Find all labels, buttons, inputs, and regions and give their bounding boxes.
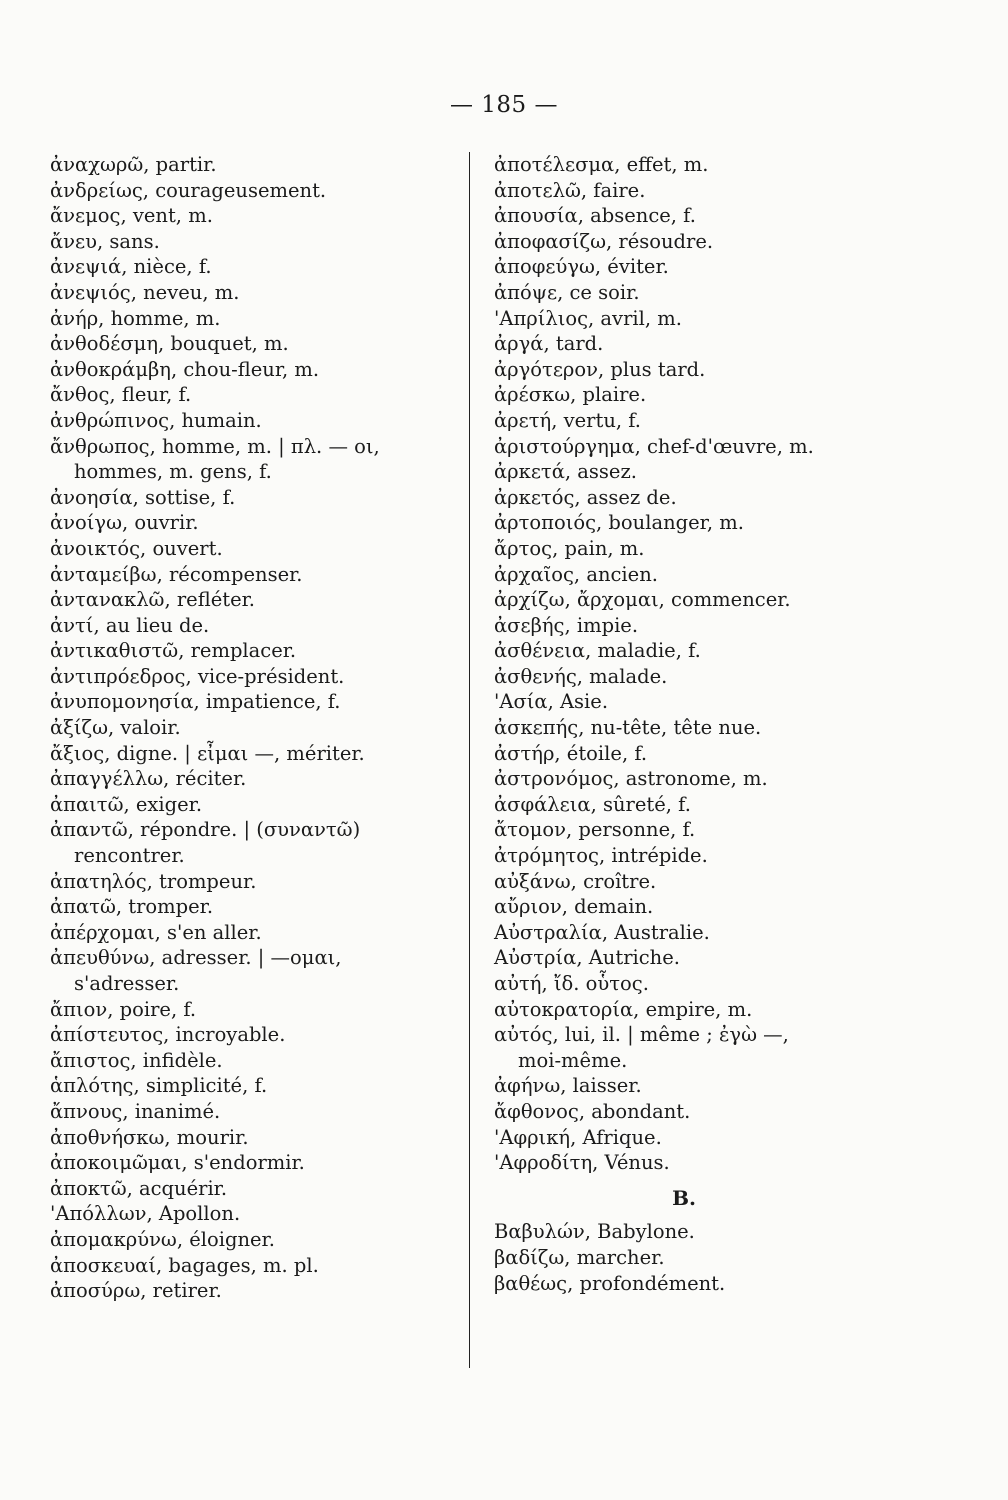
- dictionary-entry: ἀσκεπής, nu-tête, tête nue.: [494, 716, 762, 740]
- dictionary-entry: ἀνοησία, sottise, f.: [50, 485, 236, 509]
- column-divider: [469, 152, 470, 1368]
- dictionary-entry: αὔριον, demain.: [494, 895, 654, 919]
- dictionary-entry: ἄνθρωπος, homme, m. | πλ. — οι,: [50, 434, 380, 458]
- dictionary-entry: ἄνεμος, vent, m.: [50, 204, 213, 228]
- dictionary-entry: ἀποκτῶ, acquérir.: [50, 1176, 228, 1200]
- dictionary-entry: ἀνθοκράμβη, chou-fleur, m.: [50, 357, 320, 381]
- dictionary-entry: ἁπλότης, simplicité, f.: [50, 1074, 268, 1098]
- dictionary-entry: ἀπατηλός, trompeur.: [50, 869, 257, 893]
- dictionary-entry: ἀνθρώπινος, humain.: [50, 408, 262, 432]
- dictionary-entry: ἀπίστευτος, incroyable.: [50, 1023, 286, 1047]
- dictionary-entry: ἀπαγγέλλω, réciter.: [50, 767, 247, 791]
- dictionary-entry: 'Αφρική, Afrique.: [494, 1125, 662, 1149]
- dictionary-entry: 'Απόλλων, Apollon.: [50, 1202, 241, 1226]
- left-column: [50, 152, 462, 1304]
- dictionary-entry: ἄνθος, fleur, f.: [50, 383, 192, 407]
- dictionary-entry: ἀνυπομονησία, impatience, f.: [50, 690, 341, 714]
- dictionary-entry: Αὐστρία, Autriche.: [494, 946, 680, 970]
- dictionary-entry: ἀνταμείβω, récompenser.: [50, 562, 303, 586]
- dictionary-entry: ἀρχαῖος, ancien.: [494, 562, 658, 586]
- dictionary-entry: ἀπευθύνω, adresser. | —ομαι,: [50, 946, 342, 970]
- dictionary-entry: ἀσθένεια, maladie, f.: [494, 639, 701, 663]
- dictionary-entry: αὐτή, ἴδ. οὗτος.: [494, 972, 649, 995]
- dictionary-entry: ἄνευ, sans.: [50, 229, 160, 253]
- dictionary-entry: ἄπνους, inanimé.: [50, 1099, 221, 1123]
- dictionary-entry: ἀπαιτῶ, exiger.: [50, 792, 203, 816]
- dictionary-entry: ἀνθοδέσμη, bouquet, m.: [50, 332, 289, 356]
- dictionary-entry: ἀντιπρόεδρος, vice-président.: [50, 664, 345, 688]
- dictionary-entry: αὐξάνω, croître.: [494, 869, 657, 893]
- dictionary-entry: ἀξίζω, valoir.: [50, 716, 181, 740]
- dictionary-entry: ἀνεψιά, nièce, f.: [50, 255, 212, 279]
- dictionary-entry: ἄπιον, poire, f.: [50, 997, 197, 1021]
- dictionary-entry: ἀποσύρω, retirer.: [50, 1279, 222, 1303]
- dictionary-entry: ἄφθονος, abondant.: [494, 1099, 691, 1123]
- dictionary-entry: ἄρτος, pain, m.: [494, 536, 645, 560]
- dictionary-entry: ἀποκοιμῶμαι, s'endormir.: [50, 1151, 305, 1175]
- dictionary-entry: ἀφήνω, laisser.: [494, 1074, 642, 1098]
- dictionary-entry: 'Απρίλιος, avril, m.: [494, 306, 682, 330]
- dictionary-entry: βαδίζω, marcher.: [494, 1245, 665, 1269]
- dictionary-entry: ἄτομον, personne, f.: [494, 818, 696, 842]
- dictionary-entry: ἀντικαθιστῶ, remplacer.: [50, 639, 297, 663]
- dictionary-entry: ἀρκετά, assez.: [494, 460, 637, 484]
- dictionary-entry: ἀπουσία, absence, f.: [494, 204, 696, 228]
- right-column: [494, 152, 874, 1296]
- dictionary-entry: ἀπέρχομαι, s'en aller.: [50, 920, 262, 944]
- dictionary-entry: ἀργότερον, plus tard.: [494, 357, 706, 381]
- dictionary-entry: ἀστρονόμος, astronome, m.: [494, 767, 768, 791]
- dictionary-entry-continuation: rencontrer.: [74, 844, 185, 868]
- dictionary-entry: ἀποσκευαί, bagages, m. pl.: [50, 1253, 319, 1277]
- dictionary-entry: ἀπαντῶ, répondre. | (συναντῶ): [50, 818, 361, 842]
- dictionary-entry: ἀτρόμητος, intrépide.: [494, 844, 708, 868]
- dictionary-entry: ἀποφεύγω, éviter.: [494, 255, 669, 279]
- dictionary-entry: ἀνδρείως, courageusement.: [50, 178, 327, 202]
- dictionary-entry: ἀσφάλεια, sûreté, f.: [494, 792, 691, 816]
- dictionary-entry: 'Ασία, Asie.: [494, 690, 609, 714]
- dictionary-entry: ἀνήρ, homme, m.: [50, 306, 221, 330]
- dictionary-entry: Αὐστραλία, Australie.: [494, 920, 710, 944]
- dictionary-entry: ἀποθνήσκω, mourir.: [50, 1125, 249, 1149]
- dictionary-entry: αὐτός, lui, il. | même ; ἐγὼ —,: [494, 1023, 789, 1047]
- dictionary-entry: ἀσεβής, impie.: [494, 613, 639, 637]
- dictionary-entry-continuation: s'adresser.: [74, 972, 180, 995]
- dictionary-entry: ἀντανακλῶ, refléter.: [50, 588, 256, 612]
- dictionary-entry: ἀρκετός, assez de.: [494, 485, 677, 509]
- dictionary-entry: ἀστήρ, étoile, f.: [494, 741, 648, 765]
- dictionary-entry: ἀπόψε, ce soir.: [494, 280, 640, 304]
- dictionary-entry: ἀργά, tard.: [494, 332, 604, 356]
- dictionary-entry: αὐτοκρατορία, empire, m.: [494, 997, 753, 1021]
- dictionary-entry: ἀπατῶ, tromper.: [50, 895, 214, 919]
- dictionary-entry: ἀρέσκω, plaire.: [494, 383, 647, 407]
- dictionary-entry: Βαβυλών, Babylone.: [494, 1220, 695, 1244]
- letter-section-heading: B.: [672, 1185, 696, 1210]
- dictionary-entry: ἀσθενής, malade.: [494, 664, 668, 688]
- dictionary-entry: ἀνεψιός, neveu, m.: [50, 280, 240, 304]
- dictionary-entry: ἀποτέλεσμα, effet, m.: [494, 153, 709, 176]
- dictionary-entry: ἀνοικτός, ouvert.: [50, 536, 223, 560]
- dictionary-entry: ἀνοίγω, ouvrir.: [50, 511, 199, 535]
- dictionary-entry: ἀρετή, vertu, f.: [494, 408, 641, 432]
- dictionary-entry: ἀναχωρῶ, partir.: [50, 153, 217, 176]
- dictionary-entry: ἀρχίζω, ἄρχομαι, commencer.: [494, 588, 791, 612]
- dictionary-entry: βαθέως, profondément.: [494, 1271, 726, 1295]
- page-number: — 185 —: [449, 92, 559, 118]
- dictionary-entry: ἄπιστος, infidèle.: [50, 1048, 223, 1072]
- dictionary-entry: 'Αφροδίτη, Vénus.: [494, 1151, 670, 1175]
- dictionary-entry-continuation: moi-même.: [518, 1048, 628, 1072]
- dictionary-entry: ἀποφασίζω, résoudre.: [494, 229, 714, 253]
- dictionary-entry: ἀπομακρύνω, éloigner.: [50, 1227, 275, 1251]
- dictionary-entry-continuation: hommes, m. gens, f.: [74, 460, 272, 484]
- dictionary-entry: ἄξιος, digne. | εἶμαι —, mériter.: [50, 741, 365, 765]
- dictionary-entry: ἀντί, au lieu de.: [50, 613, 210, 637]
- dictionary-entry: ἀρτοποιός, boulanger, m.: [494, 511, 744, 535]
- dictionary-entry: ἀποτελῶ, faire.: [494, 178, 646, 202]
- dictionary-entry: ἀριστούργημα, chef-d'œuvre, m.: [494, 434, 814, 458]
